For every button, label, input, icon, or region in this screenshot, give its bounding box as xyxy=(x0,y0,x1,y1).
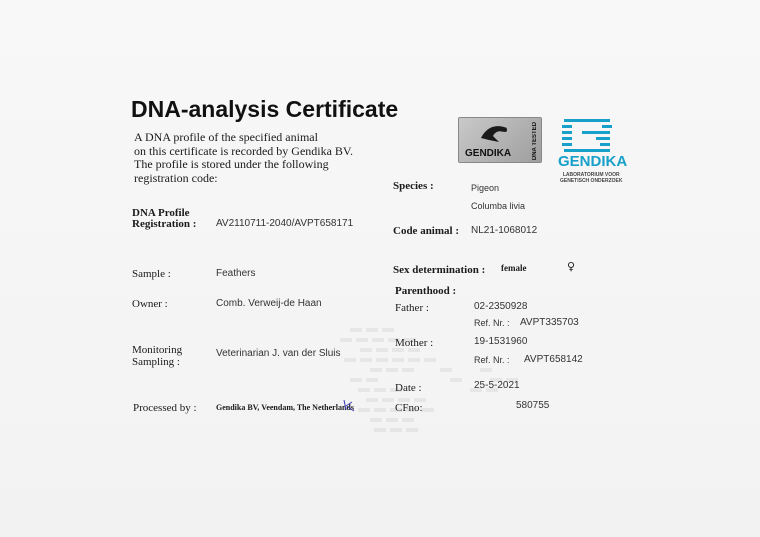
sex-determination-label: Sex determination : xyxy=(393,264,486,276)
dna-tested-badge xyxy=(458,117,542,163)
sex-value: female xyxy=(501,263,527,273)
logo-subtitle: LABORATORIUM VOOR GENETISCH ONDERZOEK xyxy=(560,172,623,184)
date-label: Date : xyxy=(395,382,422,394)
sampling-value: Veterinarian J. van der Sluis xyxy=(216,348,341,359)
monitoring-label: Monitoring xyxy=(132,344,183,356)
registration-value: AV2110711-2040/AVPT658171 xyxy=(216,218,354,229)
badge-dna-tested: DNA TESTED xyxy=(532,122,538,161)
processed-label: Processed by : xyxy=(133,402,197,414)
registration-label: Registration : xyxy=(132,218,197,230)
intro-text: A DNA profile of the specified animal on this certificate is recorded by Gendika BV. The profile is stored under the following registration code: xyxy=(134,130,354,185)
processed-value: Gendika BV, Veendam, The Netherlands xyxy=(216,403,354,412)
logo-name: GENDIKA xyxy=(558,153,628,170)
species-common: Pigeon xyxy=(471,183,500,193)
mother-ref-value: AVPT658142 xyxy=(524,354,583,365)
mother-value: 19-1531960 xyxy=(474,336,528,347)
signature-mark-icon xyxy=(340,398,360,414)
sample-label: Sample : xyxy=(132,268,171,280)
sampling-label: Sampling : xyxy=(132,356,180,368)
mother-ref-label: Ref. Nr. : xyxy=(474,355,510,365)
parenthood-label: Parenthood : xyxy=(395,285,457,297)
father-value: 02-2350928 xyxy=(474,301,528,312)
dna-profile-label: DNA Profile xyxy=(132,207,190,219)
pigeon-icon xyxy=(477,122,513,146)
species-label: Species : xyxy=(393,180,434,192)
female-symbol-icon: ♀ xyxy=(567,260,576,273)
mother-label: Mother : xyxy=(395,337,434,349)
father-ref-label: Ref. Nr. : xyxy=(474,318,510,328)
father-ref-value: AVPT335703 xyxy=(520,317,579,328)
date-value: 25-5-2021 xyxy=(474,380,520,391)
cfno-value: 580755 xyxy=(516,400,550,411)
gendika-logo-icon xyxy=(560,117,614,155)
badge-brand: GENDIKA xyxy=(465,148,512,159)
certificate-title: DNA-analysis Certificate xyxy=(131,96,399,122)
cfno-label: CFno: xyxy=(395,402,423,414)
father-label: Father : xyxy=(395,302,429,314)
code-animal-value: NL21-1068012 xyxy=(471,225,538,236)
species-latin: Columba livia xyxy=(471,201,526,211)
owner-label: Owner : xyxy=(132,298,168,310)
owner-value: Comb. Verweij-de Haan xyxy=(216,298,322,309)
code-animal-label: Code animal : xyxy=(393,225,459,237)
sample-value: Feathers xyxy=(216,268,256,279)
dna-watermark-icon xyxy=(330,318,590,448)
